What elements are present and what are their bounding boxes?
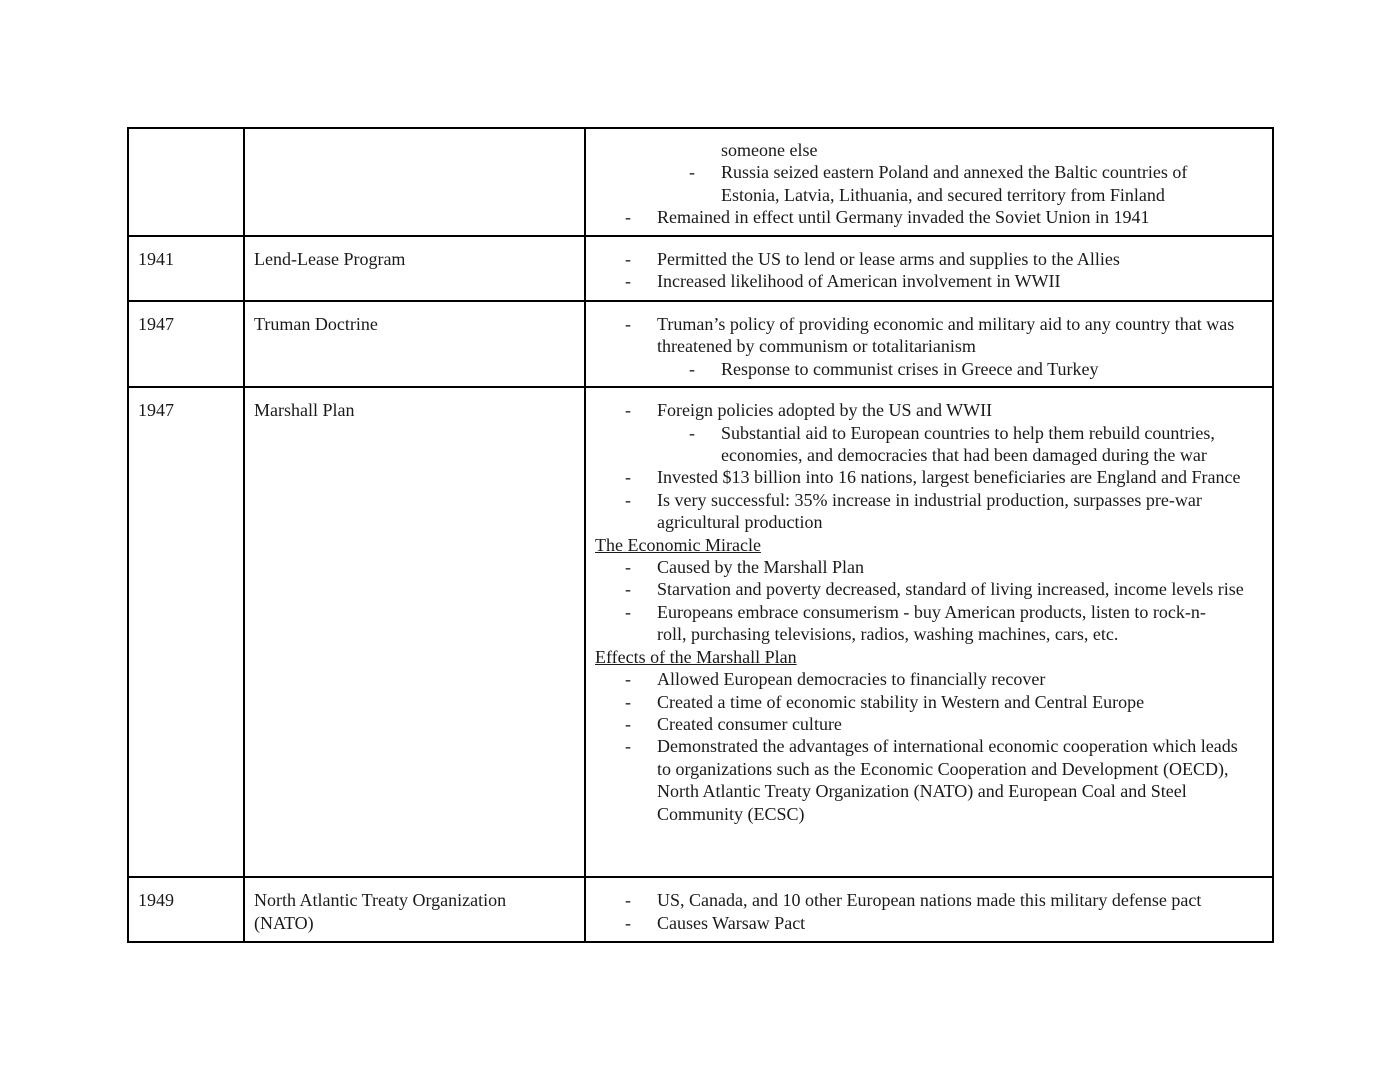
table-row [128, 387, 1273, 877]
list-item: - Demonstrated the advantages of international economic cooperation which leads to organizations such as the Economic Cooperation and Development (OECD), North Atlantic Treaty Organization (NATO) and European Coal and Steel Community (ECSC) [625, 736, 1238, 824]
notes-cell [585, 236, 1273, 301]
list-item: - Increased likelihood of American involvement in WWII [625, 271, 1061, 292]
list-item: - Causes Warsaw Pact [625, 912, 806, 933]
event-cell: Lend-Lease Program [244, 236, 585, 301]
notes-cell [585, 301, 1273, 387]
table-row [128, 301, 1273, 387]
list-item: - Starvation and poverty decreased, standard of living increased, income levels rise [625, 579, 1244, 600]
bullet-dash: - [689, 422, 695, 443]
year-cell [128, 128, 244, 236]
bullet-dash: - [625, 489, 631, 510]
notes-cell [585, 128, 1273, 236]
event-cell [244, 128, 585, 236]
bullet-dash: - [625, 601, 631, 622]
list-item: - Substantial aid to European countries to help them rebuild countries, economies, and democracies that had been damaged during the war [689, 422, 1215, 466]
year-cell: 1941 [128, 236, 244, 301]
year-cell: 1947 [128, 301, 244, 387]
list-item: - Russia seized eastern Poland and annexed the Baltic countries of Estonia, Latvia, Lithuania, and secured territory from Finland [689, 162, 1188, 205]
bullet-dash: - [625, 890, 631, 911]
bullet-dash: - [625, 271, 631, 292]
list-item: - Allowed European democracies to financially recover [625, 669, 1046, 690]
bullet-dash: - [625, 912, 631, 933]
list-item: - Response to communist crises in Greece and Turkey [689, 358, 1099, 379]
bullet-dash: - [625, 207, 631, 228]
bullet-dash: - [625, 713, 631, 734]
event-cell: Truman Doctrine [244, 301, 585, 387]
event-cell: North Atlantic Treaty Organization (NATO) [244, 877, 585, 942]
year-cell: 1947 [128, 387, 244, 877]
list-item: - Created a time of economic stability in Western and Central Europe [625, 691, 1145, 712]
bullet-dash: - [625, 249, 631, 269]
bullet-dash: - [625, 557, 631, 578]
bullet-dash: - [625, 467, 631, 488]
bullet-dash: - [625, 669, 631, 690]
timeline-table [127, 127, 1274, 943]
list-item: - Truman’s policy of providing economic and military aid to any country that was threatened by communism or totalitarianism [625, 314, 1235, 357]
list-item: - Remained in effect until Germany invaded the Soviet Union in 1941 [625, 207, 1150, 228]
list-item-continuation: someone else [721, 140, 818, 160]
list-item: - Invested $13 billion into 16 nations, largest beneficiaries are England and France [625, 467, 1241, 488]
bullet-dash: - [689, 358, 695, 379]
bullet-dash: - [625, 736, 631, 757]
list-item: - Caused by the Marshall Plan [625, 557, 864, 578]
notes-cell [585, 877, 1273, 942]
list-item: - Europeans embrace consumerism - buy American products, listen to rock-n-roll, purchasing televisions, radios, washing machines, cars, etc. [625, 601, 1206, 645]
bullet-dash: - [625, 400, 631, 421]
event-cell: Marshall Plan [244, 387, 585, 877]
table-row [128, 877, 1273, 942]
list-item: - US, Canada, and 10 other European nations made this military defense pact [625, 890, 1202, 911]
table-row [128, 128, 1273, 236]
bullet-dash: - [625, 579, 631, 600]
section-heading-effects: Effects of the Marshall Plan [595, 646, 797, 667]
list-item: - Is very successful: 35% increase in industrial production, surpasses pre-war agricultural production [625, 489, 1202, 533]
section-heading-economic-miracle: The Economic Miracle [595, 534, 761, 555]
table-row [128, 236, 1273, 301]
list-item: - Permitted the US to lend or lease arms and supplies to the Allies [625, 249, 1120, 269]
bullet-dash: - [689, 162, 695, 183]
year-cell: 1949 [128, 877, 244, 942]
notes-cell [585, 387, 1273, 877]
list-item: - Created consumer culture [625, 713, 842, 734]
list-item: - Foreign policies adopted by the US and WWII [625, 400, 993, 421]
bullet-dash: - [625, 691, 631, 712]
bullet-dash: - [625, 314, 631, 334]
